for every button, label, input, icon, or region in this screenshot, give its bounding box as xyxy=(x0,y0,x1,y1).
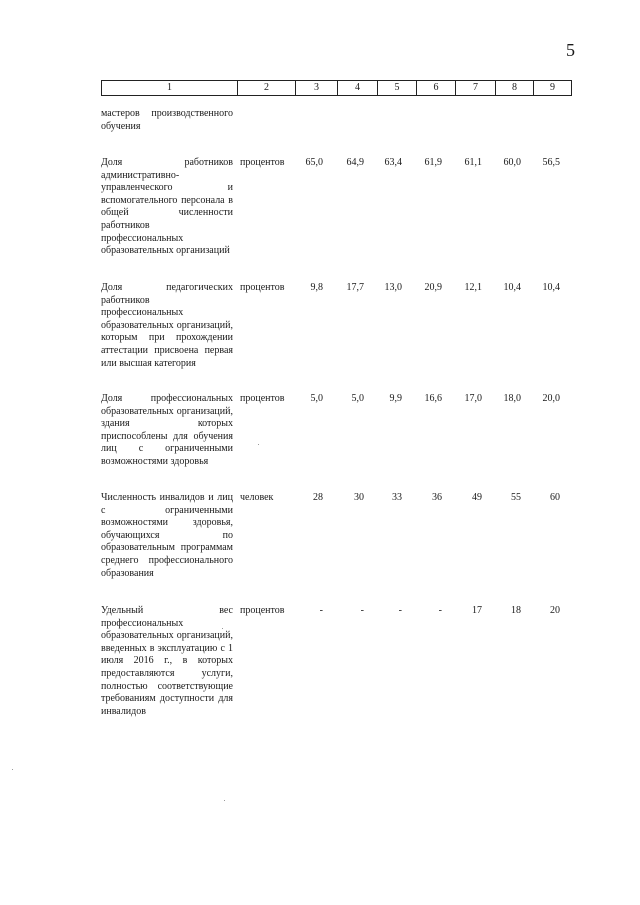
value-cell: 5,0 xyxy=(351,393,364,404)
table-row xyxy=(101,393,571,467)
value-cell: 28 xyxy=(313,492,323,503)
value-cell: 49 xyxy=(472,492,482,503)
table-row xyxy=(101,492,571,579)
value-cell: 5,0 xyxy=(310,393,323,404)
value-cell: 61,9 xyxy=(424,157,442,168)
value-cell: - xyxy=(438,605,442,616)
column-number: 8 xyxy=(496,81,534,96)
value-cell: - xyxy=(360,605,364,616)
value-cell: 12,1 xyxy=(464,282,482,293)
column-number: 5 xyxy=(378,81,417,96)
value-cell: - xyxy=(319,605,323,616)
value-cell: 60,0 xyxy=(503,157,521,168)
value-cell: 17,0 xyxy=(464,393,482,404)
table-row xyxy=(101,605,571,717)
column-number: 3 xyxy=(296,81,338,96)
column-number: 9 xyxy=(534,81,572,96)
value-cell: 10,4 xyxy=(542,282,560,293)
value-cell: 30 xyxy=(354,492,364,503)
scan-speck xyxy=(258,444,259,445)
value-cell: 64,9 xyxy=(346,157,364,168)
indicator-name: Доля педагогических работников профессиональных образовательных организаций, которым при прохождении аттестации присвоена первая или высшая категория xyxy=(101,282,233,369)
value-cell: 10,4 xyxy=(503,282,521,293)
column-number: 7 xyxy=(456,81,496,96)
value-cell: 18 xyxy=(511,605,521,616)
scan-speck xyxy=(12,769,13,770)
indicator-name: Удельный вес профессиональных образовательных организаций, введенных в эксплуатацию с 1 июля 2016 г., в которых предоставляются услуги, полностью соответствующие требованиям доступности для инвалидов xyxy=(101,605,233,717)
scan-speck xyxy=(222,628,223,629)
column-number: 6 xyxy=(417,81,456,96)
value-cell: 63,4 xyxy=(384,157,402,168)
unit-cell: процентов xyxy=(240,393,285,404)
value-cell: 20,0 xyxy=(542,393,560,404)
value-cell: 60 xyxy=(550,492,560,503)
indicator-name: Доля работников административно-управленческого и вспомогательного персонала в общей численности работников профессиональных образовательных организаций xyxy=(101,157,233,257)
column-number-header xyxy=(101,80,572,96)
value-cell: 56,5 xyxy=(542,157,560,168)
value-cell: 36 xyxy=(432,492,442,503)
indicator-name: Доля профессиональных образовательных организаций, здания которых приспособлены для обучения лиц с ограниченными возможностями здоровья xyxy=(101,393,233,467)
value-cell: 17,7 xyxy=(346,282,364,293)
value-cell: 13,0 xyxy=(384,282,402,293)
unit-cell: процентов xyxy=(240,282,285,293)
value-cell: 20,9 xyxy=(424,282,442,293)
scan-speck xyxy=(224,800,225,801)
value-cell: 33 xyxy=(392,492,402,503)
column-number: 4 xyxy=(338,81,378,96)
value-cell: 9,9 xyxy=(389,393,402,404)
unit-cell: человек xyxy=(240,492,274,503)
value-cell: 65,0 xyxy=(305,157,323,168)
value-cell: 20 xyxy=(550,605,560,616)
unit-cell: процентов xyxy=(240,605,285,616)
table-row xyxy=(101,108,571,132)
indicator-name: Численность инвалидов и лиц с ограниченными возможностями здоровья, обучающихся по образовательным программам среднего профессионального образования xyxy=(101,492,233,579)
value-cell: 18,0 xyxy=(503,393,521,404)
value-cell: 55 xyxy=(511,492,521,503)
unit-cell: процентов xyxy=(240,157,285,168)
value-cell: 16,6 xyxy=(424,393,442,404)
table-row xyxy=(101,282,571,369)
column-number: 1 xyxy=(102,81,238,96)
page-number: 5 xyxy=(566,40,575,60)
indicator-name: мастеров производственного обучения xyxy=(101,108,233,132)
table-row xyxy=(101,157,571,257)
column-number: 2 xyxy=(238,81,296,96)
value-cell: 9,8 xyxy=(310,282,323,293)
value-cell: 17 xyxy=(472,605,482,616)
value-cell: - xyxy=(398,605,402,616)
value-cell: 61,1 xyxy=(464,157,482,168)
